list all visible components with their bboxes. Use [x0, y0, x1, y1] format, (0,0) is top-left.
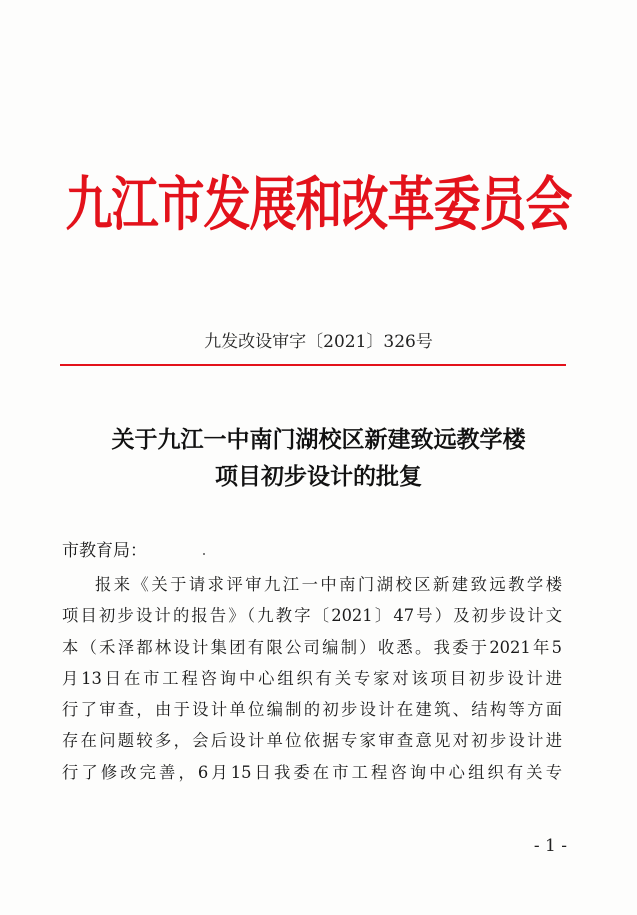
document-number: 九发改设审字〔2021〕326号 [204, 332, 433, 352]
body-line: 月13日在市工程咨询中心组织有关专家对该项目初步设计进 [62, 668, 562, 688]
body-line: 项目初步设计的报告》（九教字〔2021〕47号）及初步设计文 [62, 606, 562, 626]
title-line-1: 关于九江一中南门湖校区新建致远教学楼 [111, 427, 526, 453]
page-number: - 1 - [533, 836, 567, 856]
body-line: 存在问题较多，会后设计单位依据专家审查意见对初步设计进 [62, 731, 562, 751]
body-paragraph [62, 569, 562, 788]
body-line: 报来《关于请求评审九江一中南门湖校区新建致远教学楼 [95, 575, 562, 594]
recipient: 市教育局： [62, 541, 147, 561]
body-line: 行了审查，由于设计单位编制的初步设计在建筑、结构等方面 [62, 700, 562, 720]
red-divider-line [60, 364, 566, 366]
issuer-header: 九江市发展和改革委员会 [65, 170, 572, 240]
body-line: 本（禾泽都林设计集团有限公司编制）收悉。我委于2021年5 [62, 637, 562, 657]
body-line: 行了修改完善，6月15日我委在市工程咨询中心组织有关专 [62, 762, 562, 782]
title-line-2: 项目初步设计的批复 [215, 464, 422, 490]
scan-speck [203, 553, 205, 555]
document-title [0, 422, 637, 496]
